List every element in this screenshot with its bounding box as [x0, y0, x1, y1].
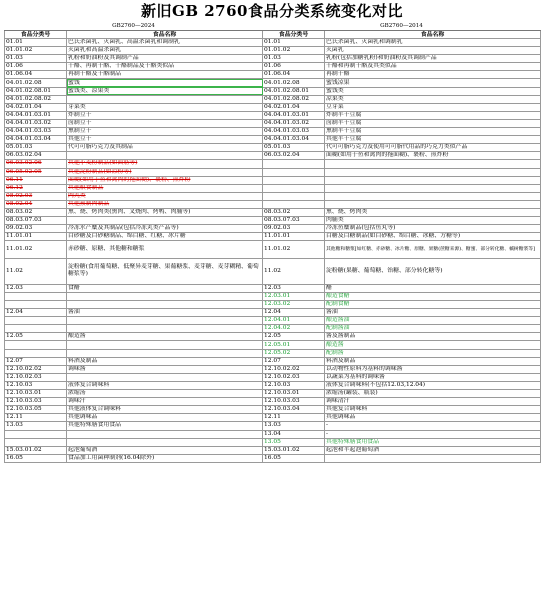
right-name-cell: 其他复合调味料 [325, 406, 541, 414]
left-name-cell: 再制干酪及干酪制品 [67, 71, 263, 79]
right-code-cell: 12.04.01 [263, 317, 325, 325]
left-code-cell: 12.03 [5, 284, 67, 292]
table-row [5, 438, 541, 446]
right-name-cell: 熏制半干豆腐 [325, 128, 541, 136]
left-code-cell: 01.06 [5, 63, 67, 71]
left-name-cell: 液体复合调味料 [67, 381, 263, 389]
version-row [5, 22, 541, 31]
right-code-cell: 12.05 [263, 333, 325, 341]
table-row [5, 136, 541, 144]
right-name-cell: 蜜饯凉果 [325, 79, 541, 87]
left-name-cell: 料酒及制品 [67, 357, 263, 365]
right-name-cell: 乳粉(包括加糖乳粉)和奶油粉及其调制产品 [325, 55, 541, 63]
table-row [5, 333, 541, 341]
left-name-cell: 白砂糖及白砂糖制品、绵白糖、红糖、冰片糖 [67, 233, 263, 241]
table-row [5, 192, 541, 200]
table-row [5, 176, 541, 184]
left-name-cell: 冷冻水产糜及其制品(包括冷冻丸类产品等) [67, 225, 263, 233]
table-row [5, 373, 541, 381]
table-row [5, 258, 541, 284]
right-name-cell: 巴氏杀菌乳、灭菌乳和调制乳 [325, 39, 541, 47]
left-code-cell: 06.05.02.05 [5, 168, 67, 176]
table-row [5, 200, 541, 208]
right-name-cell [325, 454, 541, 462]
left-name-cell: 其他豆干 [67, 136, 263, 144]
left-code-cell: 12.10.03 [5, 381, 67, 389]
table-row [5, 365, 541, 373]
left-code-cell: 01.03 [5, 55, 67, 63]
table-row [5, 430, 541, 438]
left-name-cell [67, 152, 263, 160]
header-left-name: 食品名称 [67, 31, 263, 39]
right-code-cell: 04.04.01.03.01 [263, 111, 325, 119]
right-name-cell: 再制干酪 [325, 71, 541, 79]
right-code-cell: 08.03.02 [263, 208, 325, 216]
left-code-cell: 12.11 [5, 414, 67, 422]
table-row [5, 160, 541, 168]
left-name-cell: 代可可脂巧克力及其制品 [67, 144, 263, 152]
table-row [5, 309, 541, 317]
right-name-cell: 酿造酱油 [325, 317, 541, 325]
left-code-cell [5, 438, 67, 446]
right-name-cell: 淀粉糖(果糖、葡萄糖、饴糖、部分转化糖等) [325, 258, 541, 284]
table-row [5, 225, 541, 233]
left-name-cell [67, 373, 263, 381]
right-code-cell: 11.02 [263, 258, 325, 284]
left-code-cell: 08.02.03 [5, 192, 67, 200]
left-name-cell: 灭菌乳和高温杀菌乳 [67, 47, 263, 55]
header-right-name: 食品名称 [325, 31, 541, 39]
right-code-cell: 12.03 [263, 284, 325, 292]
right-code-cell: 13.04 [263, 430, 325, 438]
right-code-cell [263, 184, 325, 192]
right-name-cell: 以动物性原料为基料的调味酱 [325, 365, 541, 373]
right-name-cell: 其他调味品 [325, 414, 541, 422]
right-name-cell: 面糊(如用于鱼和禽肉的拖面糊)、裹粉、煎炸粉 [325, 152, 541, 160]
right-code-cell: 12.05.01 [263, 341, 325, 349]
right-code-cell: 16.05 [263, 454, 325, 462]
left-name-cell: 淀粉糖(食用葡萄糖、低聚异麦芽糖、果葡糖浆、麦芽糖、麦芽糊精、葡萄糖浆等) [67, 258, 263, 284]
right-code-cell: 11.01.02 [263, 241, 325, 258]
left-name-cell: 其他预制肉制品 [67, 200, 263, 208]
right-code-cell: 11.01.01 [263, 233, 325, 241]
right-code-cell: 12.03.02 [263, 301, 325, 309]
left-name-cell: 乳粉和奶油粉及其调制产品 [67, 55, 263, 63]
right-name-cell: 配制食醋 [325, 301, 541, 309]
left-name-cell [67, 438, 263, 446]
left-code-cell: 04.04.01.03.01 [5, 111, 67, 119]
right-code-cell: 09.02.03 [263, 225, 325, 233]
comparison-table [4, 22, 541, 463]
left-name-cell: 浓缩汤 [67, 390, 263, 398]
table-row [5, 128, 541, 136]
right-name-cell [325, 176, 541, 184]
left-code-cell: 05.01.03 [5, 144, 67, 152]
right-code-cell: 04.04.01.03.02 [263, 119, 325, 127]
right-name-cell: 浓缩汤(罐装、瓶装) [325, 390, 541, 398]
table-row [5, 119, 541, 127]
table-row [5, 95, 541, 103]
right-code-cell: 12.10.02.02 [263, 365, 325, 373]
left-name-cell: 巴氏杀菌乳、灭菌乳、高温杀菌乳和调制乳 [67, 39, 263, 47]
table-row [5, 47, 541, 55]
left-name-cell: 酿造酱 [67, 333, 263, 341]
right-name-cell: 料酒及制品 [325, 357, 541, 365]
table-row [5, 103, 541, 111]
table-row [5, 325, 541, 333]
left-code-cell: 04.04.01.03.03 [5, 128, 67, 136]
table-row [5, 87, 541, 95]
left-code-cell: 04.04.01.03.02 [5, 119, 67, 127]
left-code-cell: 01.06.04 [5, 71, 67, 79]
left-name-cell: 赤砂糖、原糖、其他糖和糖浆 [67, 241, 263, 258]
left-name-cell: 熏、烧、烤肉类(熏肉、叉烧肉、烤鸭、肉脯等) [67, 208, 263, 216]
left-code-cell: 08.03.02 [5, 208, 67, 216]
left-name-cell: 酱油 [67, 309, 263, 317]
right-code-cell: 05.01.03 [263, 144, 325, 152]
right-name-cell: 醋 [325, 284, 541, 292]
right-name-cell: 配制酱 [325, 349, 541, 357]
right-version-label: GB2760—2014 [263, 22, 541, 31]
right-code-cell: 12.10.03 [263, 381, 325, 389]
left-code-cell: 12.10.02.03 [5, 373, 67, 381]
right-code-cell: 04.01.02.08.02 [263, 95, 325, 103]
table-row [5, 422, 541, 430]
right-code-cell: 04.04.01.03.04 [263, 136, 325, 144]
right-name-cell: 蜜饯类 [325, 87, 541, 95]
right-code-cell [263, 168, 325, 176]
right-name-cell: 调味清汁 [325, 398, 541, 406]
left-name-cell: 其他特殊膳食用食品 [67, 422, 263, 430]
left-code-cell: 12.04 [5, 309, 67, 317]
right-name-cell: 干酪和再制干酪及其类似品 [325, 63, 541, 71]
left-code-cell [5, 430, 67, 438]
right-code-cell: 04.04.01.03.03 [263, 128, 325, 136]
header-row [5, 31, 541, 39]
left-name-cell: 食品加工用菌种制剂(16.04除外) [67, 454, 263, 462]
left-name-cell: 芽菜类 [67, 103, 263, 111]
left-code-cell: 12.10.02.02 [5, 365, 67, 373]
left-code-cell: 12.05 [5, 333, 67, 341]
right-code-cell: 01.06.04 [263, 71, 325, 79]
right-code-cell [263, 192, 325, 200]
left-code-cell: 12.10.03.05 [5, 406, 67, 414]
right-code-cell: 01.01 [263, 39, 325, 47]
right-name-cell: 酿造食醋 [325, 292, 541, 300]
left-code-cell: 04.01.02.08 [5, 79, 67, 87]
left-name-cell: 其他调味品 [67, 414, 263, 422]
left-code-cell: 06.03.02.06 [5, 160, 67, 168]
right-name-cell: 灭菌乳 [325, 47, 541, 55]
left-name-cell: 熏制豆干 [67, 128, 263, 136]
left-name-cell: 蜜饯 [67, 79, 263, 87]
left-code-cell: 11.01.02 [5, 241, 67, 258]
right-code-cell: 12.10.03.04 [263, 406, 325, 414]
left-code-cell [5, 317, 67, 325]
right-name-cell: 白糖及白糖制品(如白砂糖、绵白糖、冰糖、方糖等) [325, 233, 541, 241]
right-code-cell: 08.03.07.03 [263, 217, 325, 225]
right-name-cell: 代可可脂巧克力及使用可可脂代用品的巧克力类似产品 [325, 144, 541, 152]
table-row [5, 71, 541, 79]
right-code-cell: 15.03.01.02 [263, 446, 325, 454]
left-code-cell: 01.01.02 [5, 47, 67, 55]
right-name-cell: 豆芽菜 [325, 103, 541, 111]
left-name-cell: 食醋 [67, 284, 263, 292]
header-right-code: 食品分类号 [263, 31, 325, 39]
left-name-cell: 起泡葡萄酒 [67, 446, 263, 454]
right-code-cell: 12.04 [263, 309, 325, 317]
left-code-cell: 06.12 [5, 184, 67, 192]
table-row [5, 341, 541, 349]
right-name-cell: 凉果类 [325, 95, 541, 103]
right-code-cell: 04.02.01.04 [263, 103, 325, 111]
right-code-cell: 12.04.02 [263, 325, 325, 333]
left-code-cell [5, 349, 67, 357]
right-name-cell: 其他半干豆腐 [325, 136, 541, 144]
left-code-cell: 09.02.03 [5, 225, 67, 233]
right-code-cell: 13.05 [263, 438, 325, 446]
right-name-cell: - [325, 422, 541, 430]
right-code-cell: 12.10.03.01 [263, 390, 325, 398]
table-row [5, 217, 541, 225]
right-name-cell: 卤制半干豆腐 [325, 119, 541, 127]
left-version-label: GB2760—2024 [5, 22, 263, 31]
right-name-cell [325, 168, 541, 176]
right-name-cell: 配制酱油 [325, 325, 541, 333]
table-row [5, 292, 541, 300]
left-name-cell [67, 341, 263, 349]
left-code-cell: 12.10.03.01 [5, 390, 67, 398]
right-code-cell: 04.01.02.08 [263, 79, 325, 87]
left-code-cell [5, 341, 67, 349]
right-name-cell: 炸制半干豆腐 [325, 111, 541, 119]
table-row [5, 446, 541, 454]
left-code-cell [5, 325, 67, 333]
table-row [5, 406, 541, 414]
left-code-cell: 12.10.03.03 [5, 398, 67, 406]
right-name-cell: 起泡和半起泡葡萄酒 [325, 446, 541, 454]
left-name-cell: 其他液体复合调味料 [67, 406, 263, 414]
left-code-cell: 16.05 [5, 454, 67, 462]
table-row [5, 241, 541, 258]
left-name-cell: 肉丸类 [67, 192, 263, 200]
left-code-cell: 08.03.07.03 [5, 217, 67, 225]
right-code-cell: 12.10.02.03 [263, 373, 325, 381]
right-name-cell: 熏、烧、烤肉类 [325, 208, 541, 216]
left-name-cell: 其他淀粉制品(如凉粉等) [67, 168, 263, 176]
table-row [5, 301, 541, 309]
left-code-cell [5, 292, 67, 300]
table-row [5, 454, 541, 462]
table-row [5, 184, 541, 192]
right-name-cell: 肉脯类 [325, 217, 541, 225]
left-name-cell: 其他粮食制品 [67, 184, 263, 192]
right-name-cell: 以蔬菜为基料的调味酱 [325, 373, 541, 381]
left-name-cell: 调味酱 [67, 365, 263, 373]
left-name-cell [67, 349, 263, 357]
left-name-cell [67, 217, 263, 225]
right-code-cell: 13.03 [263, 422, 325, 430]
left-code-cell: 11.01.01 [5, 233, 67, 241]
right-name-cell [325, 184, 541, 192]
left-code-cell: 04.02.01.04 [5, 103, 67, 111]
left-code-cell: 04.01.02.08.02 [5, 95, 67, 103]
right-code-cell: 01.01.02 [263, 47, 325, 55]
left-name-cell: 面糊(如用于鱼和禽肉的拖面糊)、裹粉、煎炸粉 [67, 176, 263, 184]
right-name-cell: 酱油 [325, 309, 541, 317]
left-code-cell: 13.03 [5, 422, 67, 430]
right-code-cell: 12.05.02 [263, 349, 325, 357]
left-code-cell: 15.03.01.02 [5, 446, 67, 454]
right-code-cell: 01.06 [263, 63, 325, 71]
left-name-cell [67, 430, 263, 438]
left-name-cell [67, 292, 263, 300]
table-row [5, 398, 541, 406]
right-code-cell: 12.10.03.03 [263, 398, 325, 406]
page-title: 新旧GB 2760食品分类系统变化对比 [141, 2, 403, 20]
right-code-cell: 04.01.02.08.01 [263, 87, 325, 95]
right-name-cell [325, 160, 541, 168]
right-code-cell: 12.03.01 [263, 292, 325, 300]
left-name-cell [67, 95, 263, 103]
left-name-cell: 炸制豆干 [67, 111, 263, 119]
right-name-cell: 冷冻鱼糜制品(包括鱼丸等) [325, 225, 541, 233]
table-row [5, 414, 541, 422]
left-code-cell: 04.04.01.03.04 [5, 136, 67, 144]
table-row [5, 284, 541, 292]
left-code-cell: 08.02.04 [5, 200, 67, 208]
table-row [5, 381, 541, 389]
left-code-cell: 12.07 [5, 357, 67, 365]
table-row [5, 349, 541, 357]
right-name-cell: 其他特殊膳食用食品 [325, 438, 541, 446]
left-code-cell: 01.01 [5, 39, 67, 47]
right-code-cell: 12.07 [263, 357, 325, 365]
right-name-cell: - [325, 430, 541, 438]
left-name-cell [67, 317, 263, 325]
table-row [5, 317, 541, 325]
left-name-cell: 干酪、再制干酪、干酪制品及干酪类似品 [67, 63, 263, 71]
left-name-cell: 卤制豆干 [67, 119, 263, 127]
table-row [5, 144, 541, 152]
right-name-cell: 其他糖和糖浆[如红糖、赤砂糖、冰片糖、原糖、果糖(蔗糖来源)、糖蜜、部分转化糖、槭树糖浆等] [325, 241, 541, 258]
left-name-cell: 蜜饯类、凉果类 [67, 87, 263, 95]
right-code-cell [263, 176, 325, 184]
left-code-cell: 04.01.02.08.01 [5, 87, 67, 95]
left-name-cell [67, 301, 263, 309]
right-name-cell: 酿造酱 [325, 341, 541, 349]
right-code-cell [263, 160, 325, 168]
right-name-cell [325, 192, 541, 200]
table-row [5, 63, 541, 71]
left-code-cell: 06.03.02.04 [5, 152, 67, 160]
table-row [5, 357, 541, 365]
right-code-cell: 06.03.02.04 [263, 152, 325, 160]
right-code-cell [263, 200, 325, 208]
right-name-cell: 酱及酱制品 [325, 333, 541, 341]
table-row [5, 233, 541, 241]
table-row [5, 168, 541, 176]
table-row [5, 55, 541, 63]
table-row [5, 208, 541, 216]
left-name-cell [67, 325, 263, 333]
table-row [5, 152, 541, 160]
left-name-cell: 其他小麦粉制品(如面筋等) [67, 160, 263, 168]
left-code-cell [5, 301, 67, 309]
left-name-cell: 调味汁 [67, 398, 263, 406]
left-code-cell: 11.02 [5, 258, 67, 284]
right-code-cell: 01.03 [263, 55, 325, 63]
table-row [5, 79, 541, 87]
right-code-cell: 12.11 [263, 414, 325, 422]
right-name-cell: 液体复合调味料(不包括12.03,12.04) [325, 381, 541, 389]
table-row [5, 111, 541, 119]
table-row [5, 390, 541, 398]
right-name-cell [325, 200, 541, 208]
header-left-code: 食品分类号 [5, 31, 67, 39]
table-row [5, 39, 541, 47]
left-code-cell: 06.11 [5, 176, 67, 184]
